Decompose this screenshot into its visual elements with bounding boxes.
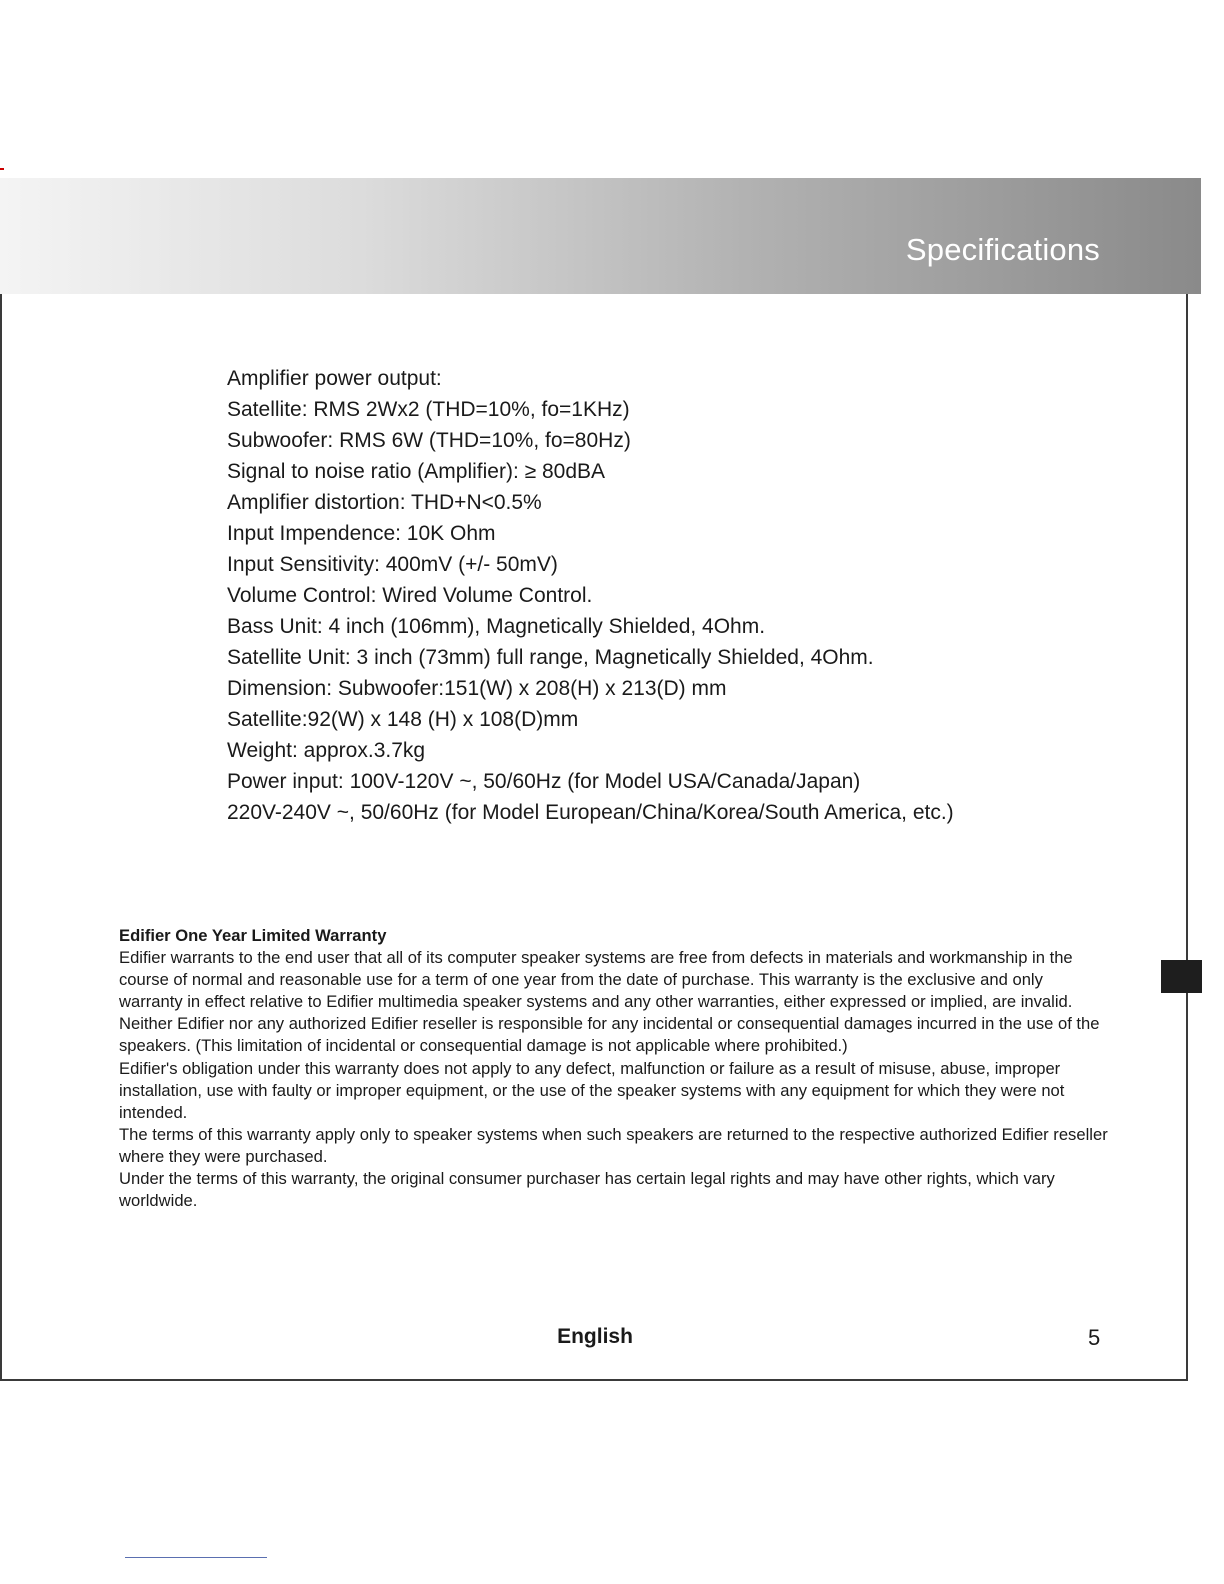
warranty-section xyxy=(119,925,1109,1212)
warranty-paragraph: Edifier warrants to the end user that all of its computer speaker systems are free from defects in materials and workmanship in the course of normal and reasonable use for a term of one year from the date of purchase. This warranty is the exclusive and only warranty in effect relative to Edifier multimedia speaker systems and any other warranties, either expressed or implied, are invalid. Neither Edifier nor any authorized Edifier reseller is responsible for any incidental or consequential damages incurred in the use of the speakers. (This limitation of incidental or consequential damage is not applicable where prohibited.) xyxy=(119,948,1100,1056)
warranty-paragraph: Edifier's obligation under this warranty does not apply to any defect, malfunction or failure as a result of misuse, abuse, improper installation, use with faulty or improper equipment, or the use of the speaker systems with any equipment for which they were not intended. xyxy=(119,1058,1065,1122)
spec-line: Input Sensitivity: 400mV (+/- 50mV) xyxy=(227,553,558,576)
warranty-title: Edifier One Year Limited Warranty xyxy=(119,926,387,945)
spec-line: Power input: 100V-120V ~, 50/60Hz (for Model USA/Canada/Japan) xyxy=(227,770,861,793)
warranty-paragraph: The terms of this warranty apply only to speaker systems when such speakers are returned to the respective authorized Edifier reseller where they were purchased. xyxy=(119,1124,1108,1166)
section-tab-marker xyxy=(1161,960,1202,993)
spec-line: Input Impendence: 10K Ohm xyxy=(227,522,496,545)
spec-line: Bass Unit: 4 inch (106mm), Magnetically Shielded, 4Ohm. xyxy=(227,615,766,638)
footer-language: English xyxy=(557,1325,633,1348)
margin-mark xyxy=(0,168,4,170)
spec-line: Signal to noise ratio (Amplifier): ≥ 80dBA xyxy=(227,460,606,483)
page-number: 5 xyxy=(1088,1325,1101,1350)
spec-line: Satellite Unit: 3 inch (73mm) full range, Magnetically Shielded, 4Ohm. xyxy=(227,646,874,669)
spec-line: Weight: approx.3.7kg xyxy=(227,739,426,762)
spec-line: Amplifier distortion: THD+N<0.5% xyxy=(227,491,542,514)
spec-line: Subwoofer: RMS 6W (THD=10%, fo=80Hz) xyxy=(227,429,631,452)
bottom-rule xyxy=(125,1557,267,1558)
spec-line: Volume Control: Wired Volume Control. xyxy=(227,584,593,607)
spec-list xyxy=(227,363,954,828)
spec-line: Satellite: RMS 2Wx2 (THD=10%, fo=1KHz) xyxy=(227,398,630,421)
spec-line: Satellite:92(W) x 148 (H) x 108(D)mm xyxy=(227,708,579,731)
page-title: Specifications xyxy=(905,232,1100,267)
spec-line: Amplifier power output: xyxy=(227,367,442,390)
spec-line: 220V-240V ~, 50/60Hz (for Model European/China/Korea/South America, etc.) xyxy=(227,801,954,824)
spec-line: Dimension: Subwoofer:151(W) x 208(H) x 213(D) mm xyxy=(227,677,727,700)
warranty-paragraph: Under the terms of this warranty, the original consumer purchaser has certain legal rights and may have other rights, which vary worldwide. xyxy=(119,1169,1055,1211)
